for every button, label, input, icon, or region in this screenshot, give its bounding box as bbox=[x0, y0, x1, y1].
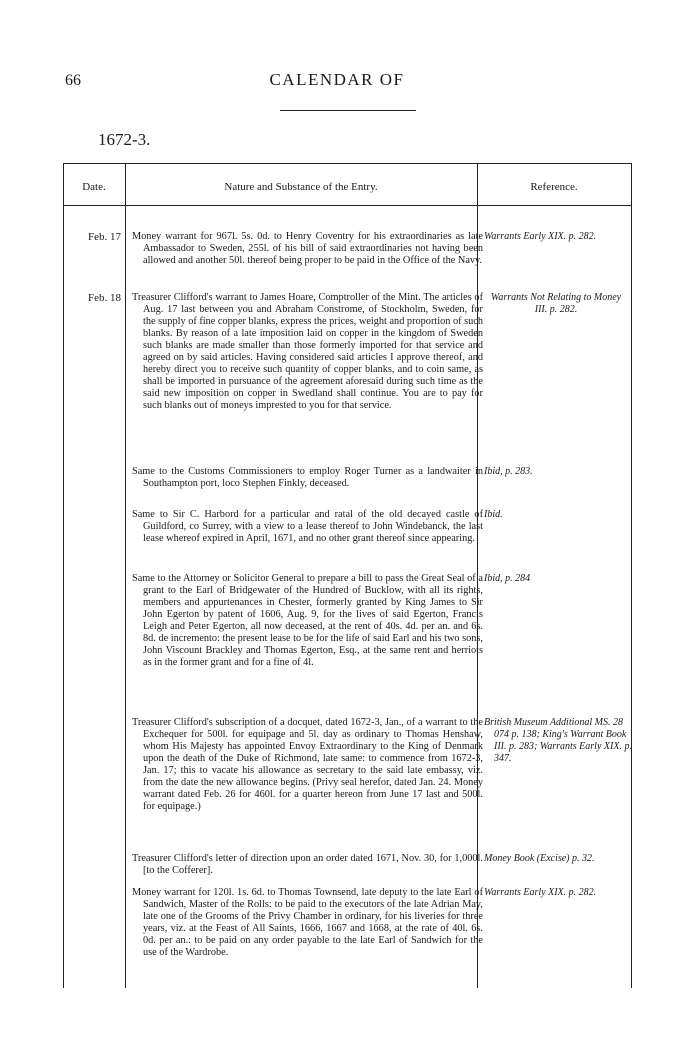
entry-reference: Ibid, p. 283. bbox=[484, 466, 533, 477]
running-title: CALENDAR OF bbox=[269, 70, 405, 89]
entry-date: Feb. 17 bbox=[88, 231, 121, 243]
header-bottom-rule bbox=[63, 205, 632, 206]
entry-reference: Ibid. bbox=[484, 509, 503, 520]
entry-text: Same to the Attorney or Solicitor General to prepare a bill to pass the Great Seal of a grant to the Earl of Bridgewater of the Hundred of Bucklow, with all its rights, members and appurtenances in Chester, formerly granted by King James to Sir John Egerton by patent of 1606, Aug. 9, for the lives of said Egerton, Francis Leigh and Peter Egerton, all now deceased, at the rent of 40s. 4d. per an. and 6s. 8d. de incremento: the present lease to be for the life of said Earl and his two sons, John Viscount Brackley and Thomas Egerton, Esq., at the same rent and herriots as in the former grant and for a fine of 4l. bbox=[132, 573, 483, 669]
calendar-table bbox=[63, 163, 632, 988]
entry-reference: Warrants Early XIX. p. 282. bbox=[484, 231, 597, 242]
year-heading: 1672-3. bbox=[98, 130, 151, 149]
entry-text: Money warrant for 967l. 5s. 0d. to Henry Coventry for his extraordinaries as late Ambassador to Sweden, 255l. of his bill of said extraordinaries not having been allowed and another 50l. thereof being proper to be paid in the Office of the Navy. bbox=[132, 231, 483, 267]
entry-text: Treasurer Clifford's warrant to James Hoare, Comptroller of the Mint. The articles of Aug. 17 last between you and Abraham Constrome, of Stockholm, Sweden, for the supply of fine copper blanks, express the prices, weight and proportion of such blanks. By reason of a late imposition laid on copper in the kingdom of Sweden such blanks are made smaller than those formerly imported for that service and agreed on by said articles. Having considered said articles I approve thereof, and hereby direct you to receive such quantity of copper blanks, and to coin same, as shall be imported in pursuance of the agreement aforesaid during such time as the said new imposition on copper in Swedland shall continue. You are to pay for such blanks out of moneys imprested to you for that service. bbox=[132, 292, 483, 412]
column-header-reference: Reference. bbox=[530, 181, 578, 193]
entry-text: Treasurer Clifford's letter of direction upon an order dated 1671, Nov. 30, for 1,000l. [to the Cofferer]. bbox=[132, 853, 483, 877]
column-header-nature: Nature and Substance of the Entry. bbox=[224, 181, 378, 193]
entry-text: Same to Sir C. Harbord for a particular and ratal of the old decayed castle of Guildford, co Surrey, with a view to a lease thereof to John Windebanck, the last lease whereof expired in April, 1671, and no other grant thereof since appearing. bbox=[132, 509, 483, 545]
entry-text: Treasurer Clifford's subscription of a docquet, dated 1672-3, Jan., of a warrant to the Exchequer for 500l. for equipage and 5l. day as ordinary to Thomas Henshaw, whom His Majesty has appointed Envoy Extraordinary to the King of Denmark upon the death of the Duke of Richmond, late same: to commence from 1672-3, Jan. 17; this to vacate his allowance as secretary to the said late embassy, viz. from the date the new allowance begins. (Privy seal herefor, dated Jan. 24. Money warrant dated Feb. 26 for 460l. for a quarter hereon from June 17 last and 500l. for equipage.) bbox=[132, 717, 483, 813]
entry-reference: Warrants Not Relating to Money III. p. 282. bbox=[490, 292, 622, 316]
right-border bbox=[631, 163, 632, 988]
left-border bbox=[63, 163, 64, 988]
table-top-rule bbox=[63, 163, 632, 164]
date-column-divider bbox=[125, 163, 126, 988]
entry-reference: Ibid, p. 284 bbox=[484, 573, 531, 584]
entry-reference: Warrants Early XIX. p. 282. bbox=[484, 887, 597, 898]
entry-text: Money warrant for 120l. 1s. 6d. to Thomas Townsend, late deputy to the late Earl of Sandwich, Master of the Rolls: to be paid to the executors of the late Adrian May, late one of the Grooms of the Privy Chamber in ordinary, for his liveries for three years, viz. at the Feast of All Saints, 1666, 1667 and 1668, at the rate of 40l. 6s. 0d. per an.: to be paid on any order payable to the late Earl of Sandwich for the use of the Wardrobe. bbox=[132, 887, 483, 959]
entry-reference: Money Book (Excise) p. 32. bbox=[484, 853, 595, 864]
column-header-date: Date. bbox=[82, 181, 106, 193]
entry-date: Feb. 18 bbox=[88, 292, 121, 304]
title-rule bbox=[280, 110, 416, 111]
entry-text: Same to the Customs Commissioners to employ Roger Turner as a landwaiter in Southampton port, loco Stephen Finkly, deceased. bbox=[132, 466, 483, 490]
entry-reference: British Museum Additional MS. 28 074 p. 138; King's Warrant Book III. p. 283; Warrants Early XIX. p. 347. bbox=[484, 717, 632, 765]
page-number: 66 bbox=[65, 72, 81, 89]
